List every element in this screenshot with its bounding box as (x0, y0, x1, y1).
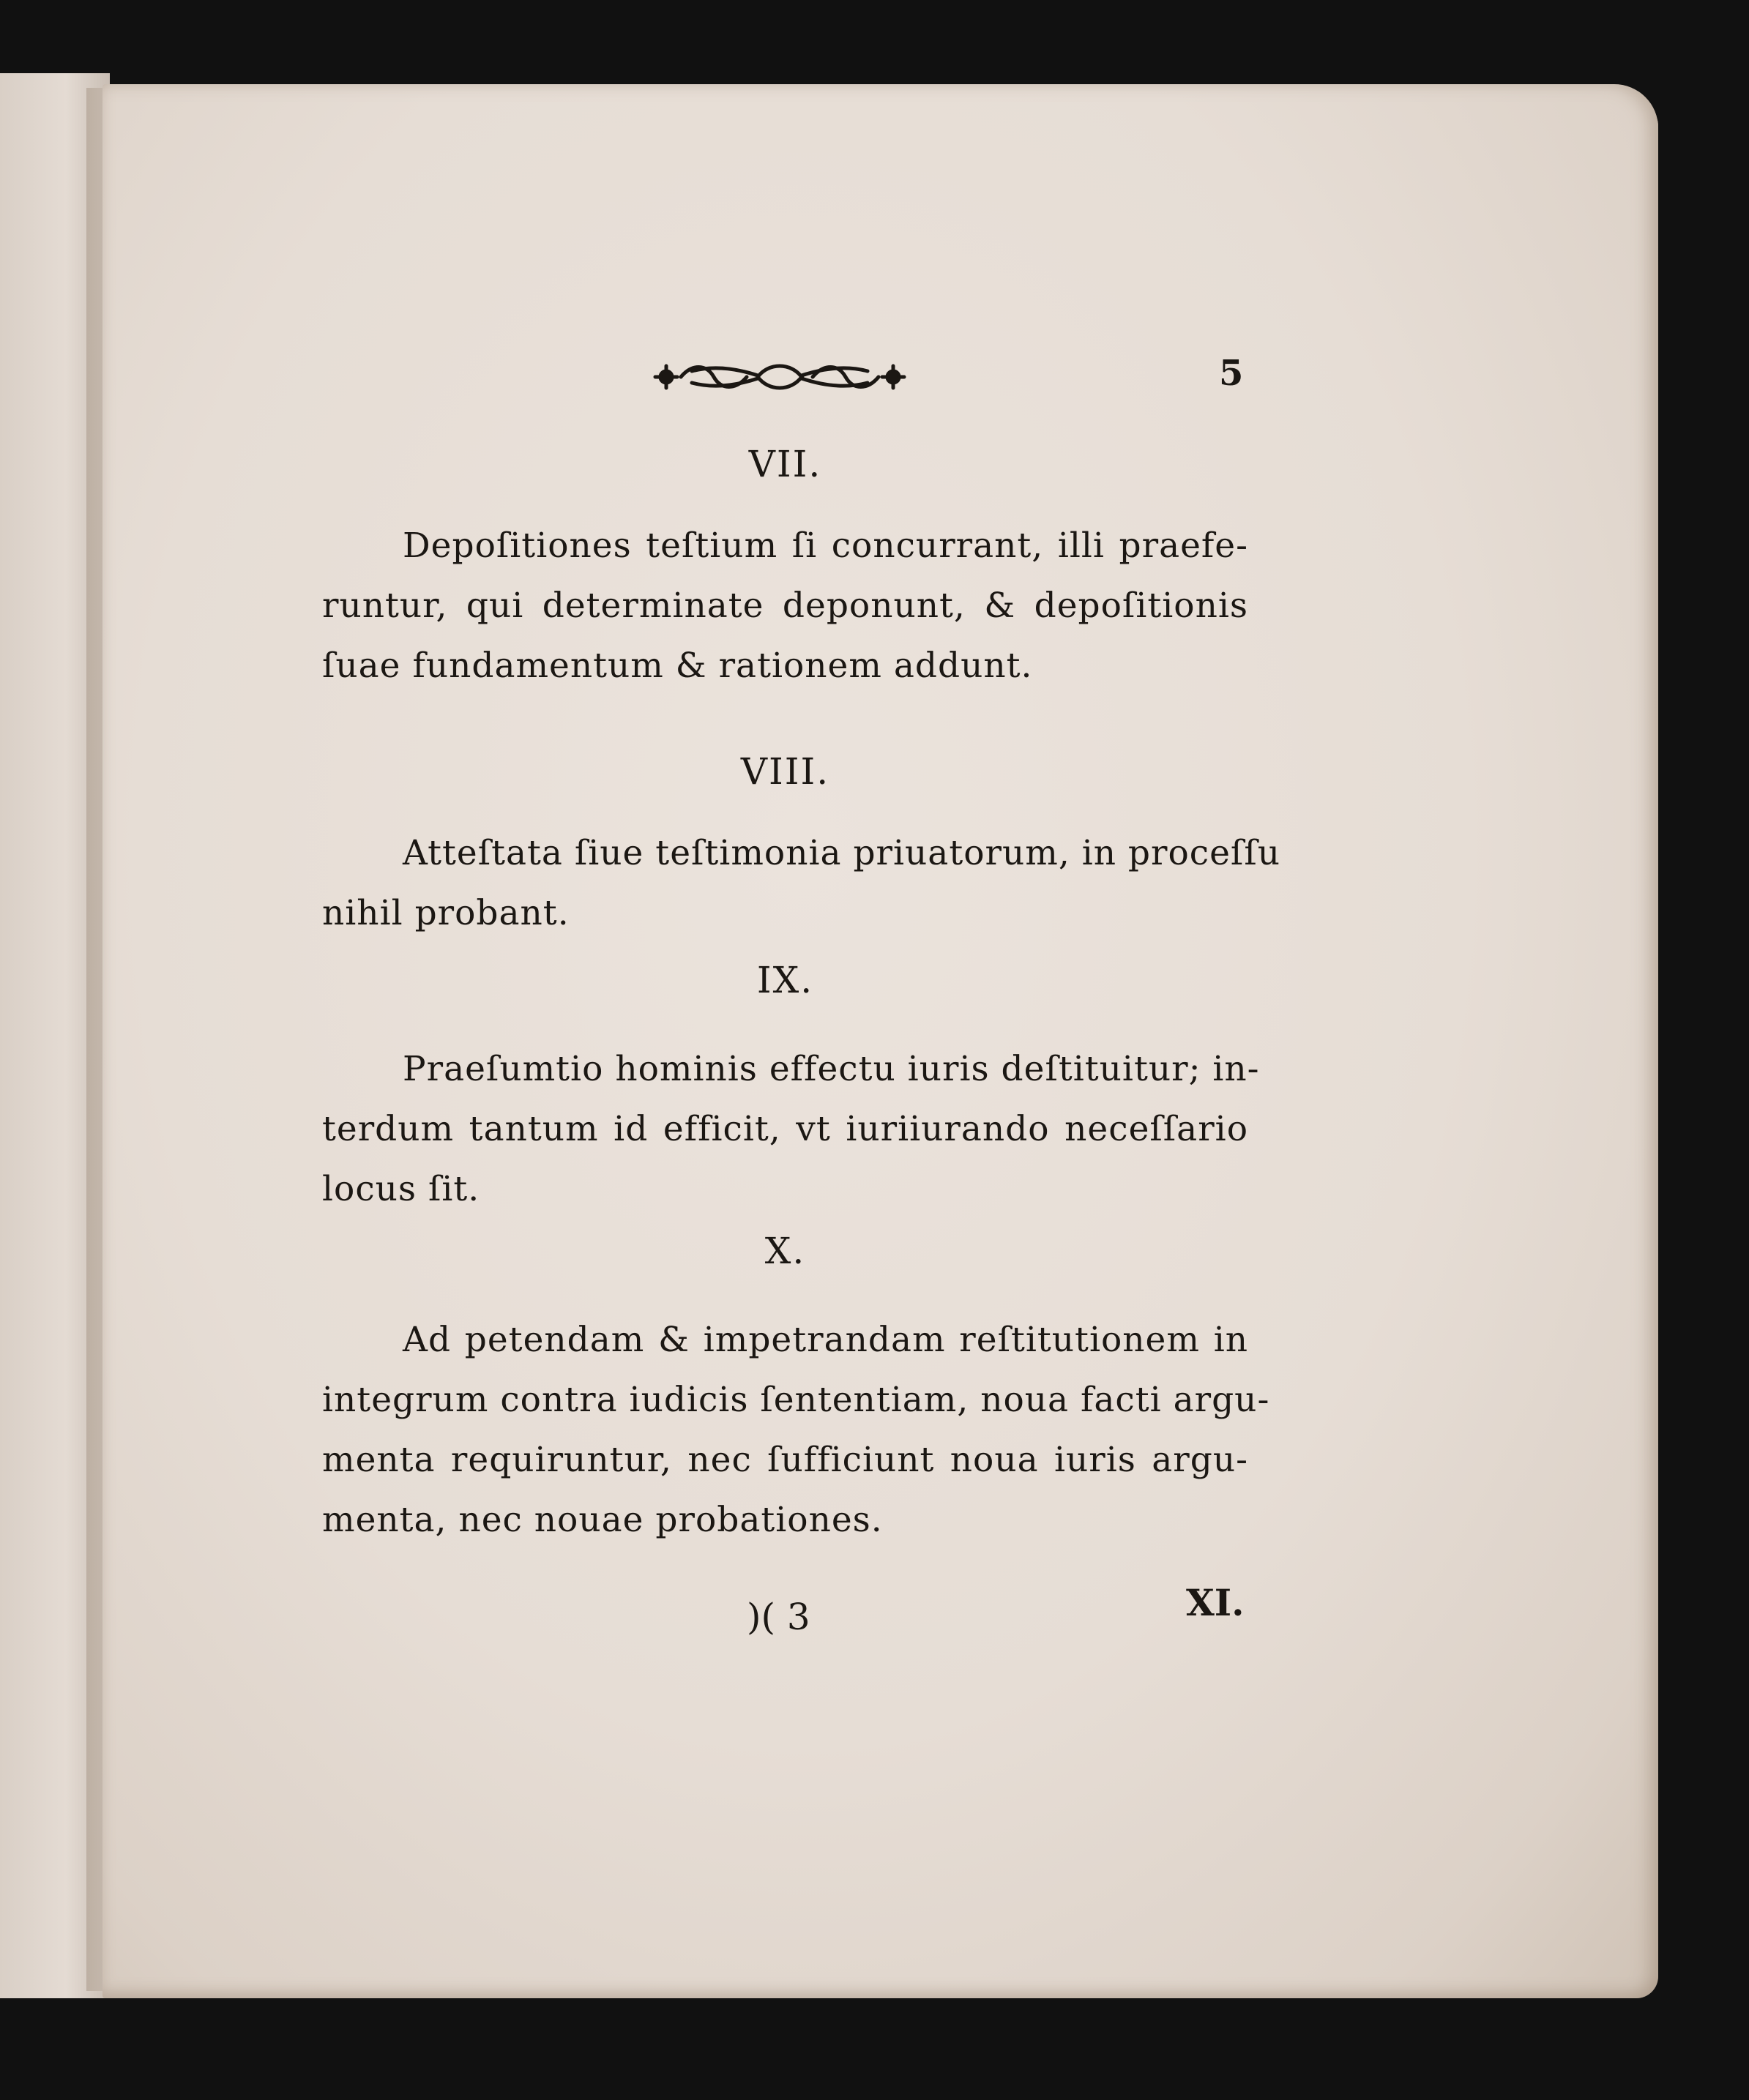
paragraph-line: ſuae fundamentum & rationem addunt. (322, 646, 1033, 686)
page-number: 5 (1219, 353, 1244, 394)
paragraph-line: Depoſitiones teſtium ſi concurrant, illi praefe- (403, 526, 1248, 566)
section-paragraph-vii (322, 516, 1248, 696)
section-paragraph-ix (322, 1039, 1260, 1219)
section-paragraph-x (322, 1310, 1270, 1550)
paragraph-line: runtur, qui determinate deponunt, & depoſitionis (322, 586, 1248, 626)
paragraph-line: integrum contra iudicis ſententiam, noua facti argu- (322, 1380, 1270, 1420)
catchword: XI. (1186, 1581, 1245, 1624)
paragraph-line: locus ſit. (322, 1169, 480, 1209)
section-heading-viii: VIII. (740, 750, 830, 793)
section-heading-x: X. (764, 1230, 806, 1272)
paragraph-line: Praeſumtio hominis effectu iuris deſtituitur; in- (403, 1049, 1260, 1089)
paragraph-line: Ad petendam & impetrandam reſtitutionem in (403, 1320, 1248, 1360)
paragraph-line: Atteſtata ſiue teſtimonia priuatorum, in proceſſu (403, 833, 1280, 873)
paragraph-line: terdum tantum id efficit, vt iuriiurando neceſſario (322, 1109, 1248, 1149)
paragraph-line: menta, nec nouae probationes. (322, 1500, 883, 1540)
section-paragraph-viii (322, 823, 1280, 943)
page-header (322, 351, 1248, 403)
signature-mark: )( 3 (747, 1596, 810, 1638)
fleuron-ornament-icon (648, 355, 911, 399)
section-heading-ix: IX. (756, 959, 814, 1001)
paragraph-line: menta requiruntur, nec ſufficiunt noua iuris argu- (322, 1440, 1248, 1480)
section-heading-vii: VII. (748, 443, 822, 485)
paragraph-line: nihil probant. (322, 893, 570, 933)
